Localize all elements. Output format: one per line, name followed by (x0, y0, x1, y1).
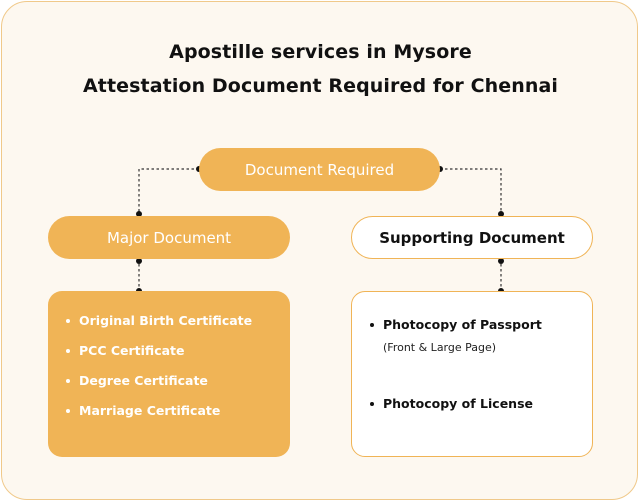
connector-root-to-major (139, 169, 199, 216)
root-node-label: Document Required (244, 160, 395, 179)
supporting-document-label: Supporting Document (379, 228, 565, 247)
major-document-label: Major Document (106, 228, 232, 247)
list-item (370, 317, 542, 396)
list-item-note: (Front & Large Page) (383, 341, 497, 354)
list-item (370, 396, 542, 411)
supporting-document-node (351, 216, 593, 259)
list-item: Degree Certificate (66, 373, 252, 403)
diagram-title-line2: Attestation Document Required for Chennai (82, 75, 559, 97)
major-document-list (66, 313, 252, 433)
diagram-title-line1: Apostille services in Mysore (169, 41, 472, 63)
root-node (199, 148, 440, 191)
connector-root-to-supporting (440, 169, 501, 216)
list-item: Original Birth Certificate (66, 313, 252, 343)
list-item: Marriage Certificate (66, 403, 252, 433)
major-document-node (48, 216, 290, 259)
supporting-document-list (370, 317, 542, 411)
list-item-label: Photocopy of Passport (383, 317, 542, 332)
list-item: PCC Certificate (66, 343, 252, 373)
list-item-label: Photocopy of License (383, 396, 533, 411)
